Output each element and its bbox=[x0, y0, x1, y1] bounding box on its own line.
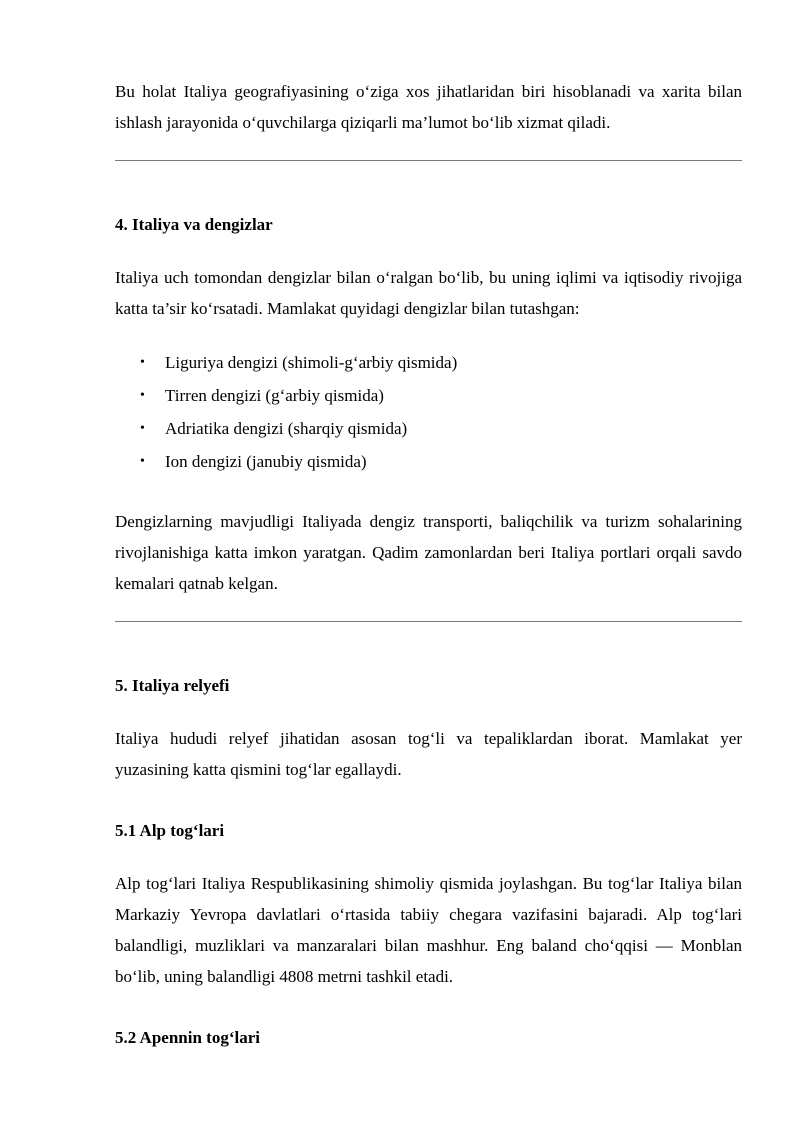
list-item-adriatic: • Adriatika dengizi (sharqiy qismida) bbox=[165, 412, 742, 445]
heading-section-4: 4. Italiya va dengizlar bbox=[115, 215, 273, 234]
list-item-tyrrhenian: • Tirren dengizi (g‘arbiy qismida) bbox=[165, 379, 742, 412]
paragraph-alps: Alp tog‘lari Italiya Respublikasining shimoliy qismida joylashgan. Bu tog‘lar Italiya bilan Markaziy Yevropa davlatlari o‘rtasida tabiiy chegara vazifasini bajaradi. Alp tog‘lari balandligi, muzliklari va manzaralari bilan mashhur. Eng baland cho‘qqisi — Monblan bo‘lib, uning balandligi 4808 metrni tashkil etadi. bbox=[115, 874, 742, 986]
paragraph-seas-intro: Italiya uch tomondan dengizlar bilan o‘ralgan bo‘lib, bu uning iqlimi va iqtisodiy rivojiga katta ta’sir ko‘rsatadi. Mamlakat quyidagi dengizlar bilan tutashgan: bbox=[115, 268, 742, 318]
section-divider-2 bbox=[115, 621, 742, 622]
list-item-ionian: • Ion dengizi (janubiy qismida) bbox=[165, 445, 742, 478]
list-item-liguria: • Liguriya dengizi (shimoli-g‘arbiy qismida) bbox=[165, 346, 742, 379]
heading-section-5-2: 5.2 Apennin tog‘lari bbox=[115, 1028, 260, 1047]
paragraph-seas-outro: Dengizlarning mavjudligi Italiyada dengiz transporti, baliqchilik va turizm sohalarining rivojlanishiga katta imkon yaratgan. Qadim zamonlardan beri Italiya portlari orqali savdo kemalari qatnab kelgan. bbox=[115, 512, 742, 593]
paragraph-relief-intro: Italiya hududi relyef jihatidan asosan tog‘li va tepaliklardan iborat. Mamlakat yer yuzasining katta qismini tog‘lar egallaydi. bbox=[115, 729, 742, 779]
heading-section-5: 5. Italiya relyefi bbox=[115, 676, 230, 695]
section-divider-1 bbox=[115, 160, 742, 161]
paragraph-intro: Bu holat Italiya geografiyasining o‘ziga xos jihatlaridan biri hisoblanadi va xarita bilan ishlash jarayonida o‘quvchilarga qiziqarli ma’lumot bo‘lib xizmat qiladi. bbox=[115, 82, 742, 132]
seas-bullet-list bbox=[115, 346, 742, 478]
heading-section-5-1: 5.1 Alp tog‘lari bbox=[115, 821, 225, 840]
